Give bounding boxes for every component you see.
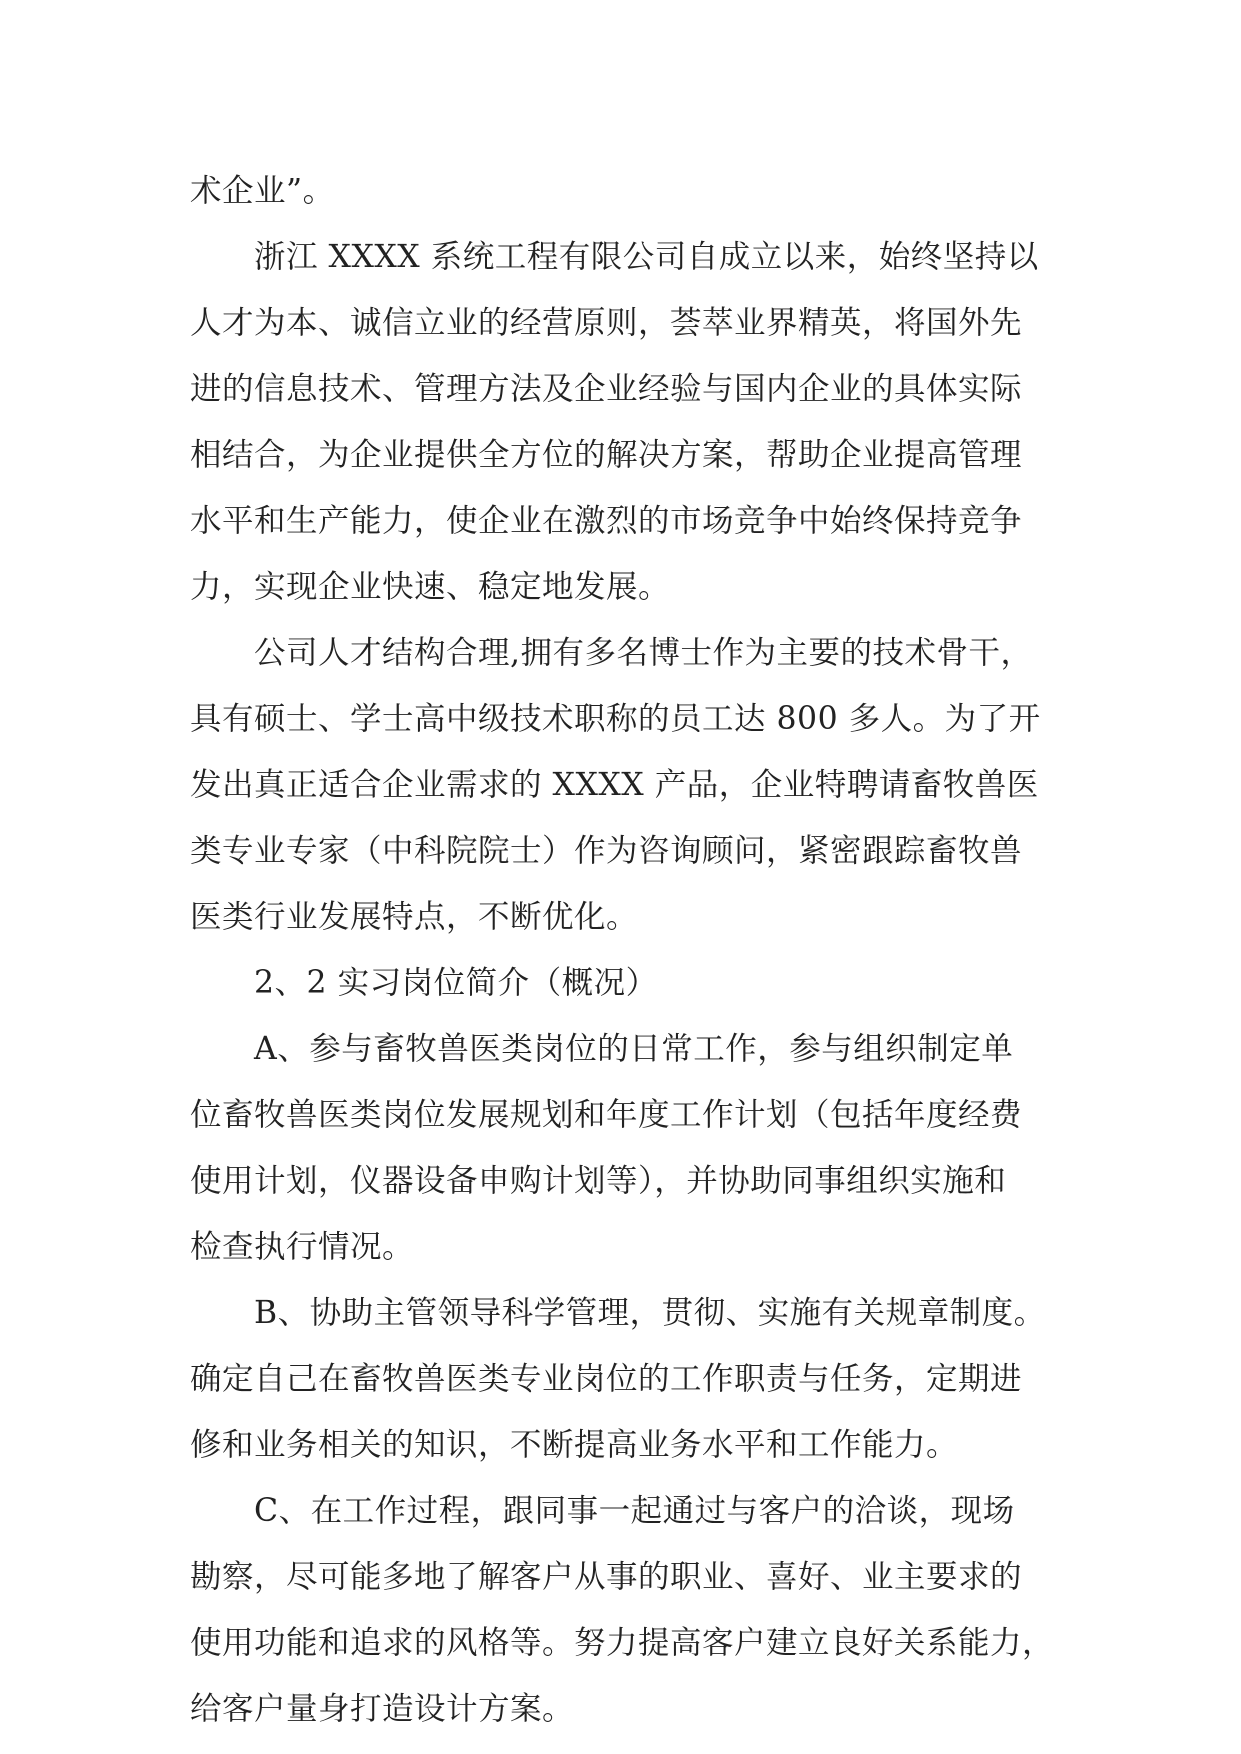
text-line: 相结合，为企业提供全方位的解决方案，帮助企业提高管理 [190,437,1023,473]
text-line: 类专业专家（中科院院士）作为咨询顾问，紧密跟踪畜牧兽 [190,833,1023,869]
text-line: 位畜牧兽医类岗位发展规划和年度工作计划（包括年度经费 [190,1097,1023,1133]
text-line: 发出真正适合企业需求的 XXXX 产品，企业特聘请畜牧兽医 [190,767,1039,803]
text-line: 使用计划，仪器设备申购计划等），并协助同事组织实施和 [190,1163,1007,1199]
text-line: 使用功能和追求的风格等。努力提高客户建立良好关系能力， [190,1625,1055,1661]
paragraph-start-line: C、在工作过程，跟同事一起通过与客户的洽谈，现场 [254,1493,1015,1529]
paragraph-start-line: 公司人才结构合理,拥有多名博士作为主要的技术骨干， [254,635,1033,671]
text-line: 水平和生产能力，使企业在激烈的市场竞争中始终保持竞争 [190,503,1023,539]
text-line: 确定自己在畜牧兽医类专业岗位的工作职责与任务，定期进 [190,1361,1023,1397]
text-line: 医类行业发展特点，不断优化。 [190,899,639,935]
text-line: 人才为本、诚信立业的经营原则，荟萃业界精英，将国外先 [190,305,1023,341]
text-line: 力，实现企业快速、稳定地发展。 [190,569,671,605]
paragraph-start-line: 浙江 XXXX 系统工程有限公司自成立以来，始终坚持以 [254,239,1039,275]
text-line: 修和业务相关的知识，不断提高业务水平和工作能力。 [190,1427,959,1463]
text-line: 给客户量身打造设计方案。 [190,1691,575,1727]
text-line: 具有硕士、学士高中级技术职称的员工达 800 多人。为了开 [190,701,1041,737]
text-line: 进的信息技术、管理方法及企业经验与国内企业的具体实际 [190,371,1023,407]
document-body [190,158,1055,1742]
paragraph-start-line: B、协助主管领导科学管理，贯彻、实施有关规章制度。 [254,1295,1046,1331]
text-line: 勘察，尽可能多地了解客户从事的职业、喜好、业主要求的 [190,1559,1023,1595]
text-line: 检查执行情况。 [190,1229,415,1265]
paragraph-start-line: A、参与畜牧兽医类岗位的日常工作，参与组织制定单 [254,1031,1014,1067]
section-heading: 2、2 实习岗位简介（概况） [254,965,658,1001]
text-line: 术企业”。 [190,173,335,209]
